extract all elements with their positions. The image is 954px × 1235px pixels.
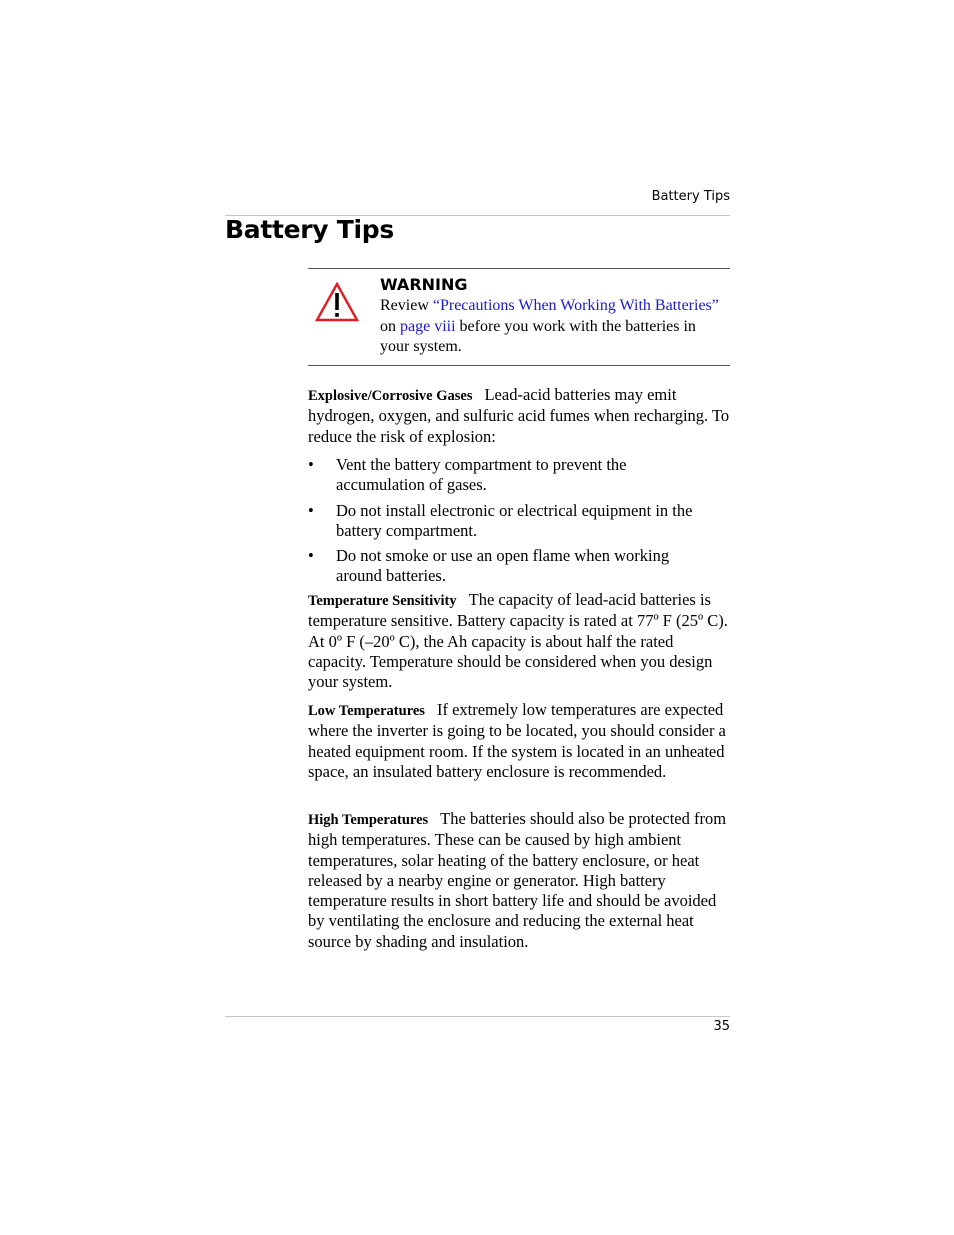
warning-text-before: Review — [380, 297, 433, 314]
bullet-symbol: • — [308, 546, 314, 565]
bullet-text: Do not install electronic or electrical equipment in the battery compartment. — [336, 501, 693, 541]
section-low-temperatures — [308, 700, 730, 782]
warning-text-mid: on — [380, 317, 400, 335]
precautions-link[interactable]: “Precautions When Working With Batteries” — [432, 297, 719, 314]
page-title: Battery Tips — [225, 215, 394, 244]
page-viii-link[interactable]: page viii — [400, 317, 456, 335]
bullet-text: Vent the battery compartment to prevent the accumulation of gases. — [336, 455, 627, 495]
warning-box — [308, 268, 730, 366]
section-heading: Temperature Sensitivity — [308, 593, 457, 609]
bullet-symbol: • — [308, 501, 314, 520]
section-heading: Explosive/Corrosive Gases — [308, 388, 473, 404]
warning-text-after: before you work with the batteries in your system. — [380, 317, 696, 355]
page-number: 35 — [713, 1019, 730, 1034]
warning-heading: WARNING — [380, 275, 468, 294]
warning-triangle-icon — [315, 282, 359, 322]
bullet-text: Do not smoke or use an open flame when working around batteries. — [336, 546, 670, 586]
footer-rule — [225, 1016, 730, 1017]
warning-text — [380, 296, 725, 358]
section-text: If extremely low temperatures are expected where the inverter is going to be located, you should consider a heated equipment room. If the system is located in an unheated space, an insulated battery enclosure is recommended. — [308, 700, 726, 781]
section-high-temperatures — [308, 809, 730, 952]
bullet-symbol: • — [308, 455, 314, 474]
section-temperature-sensitivity — [308, 590, 730, 692]
section-text: The capacity of lead-acid batteries is temperature sensitive. Battery capacity is rated at 77º F (25º C). At 0º F (–20º C), the Ah capacity is about half the rated capacity. Temperature should be considered when you design your system. — [308, 590, 728, 692]
section-heading: Low Temperatures — [308, 703, 425, 719]
section-text: Lead-acid batteries may emit hydrogen, oxygen, and sulfuric acid fumes when recharging. To reduce the risk of explosion: — [308, 385, 730, 446]
section-text: The batteries should also be protected from high temperatures. These can be caused by high ambient temperatures, solar heating of the battery enclosure, or heat released by a nearby engine or generator. High battery temperature results in short battery life and should be avoided by ventilating the enclosure and reducing the external heat source by shading and insulation. — [308, 809, 727, 951]
section-heading: High Temperatures — [308, 812, 429, 828]
section-explosive-gases — [308, 385, 730, 447]
running-header: Battery Tips — [651, 189, 730, 204]
